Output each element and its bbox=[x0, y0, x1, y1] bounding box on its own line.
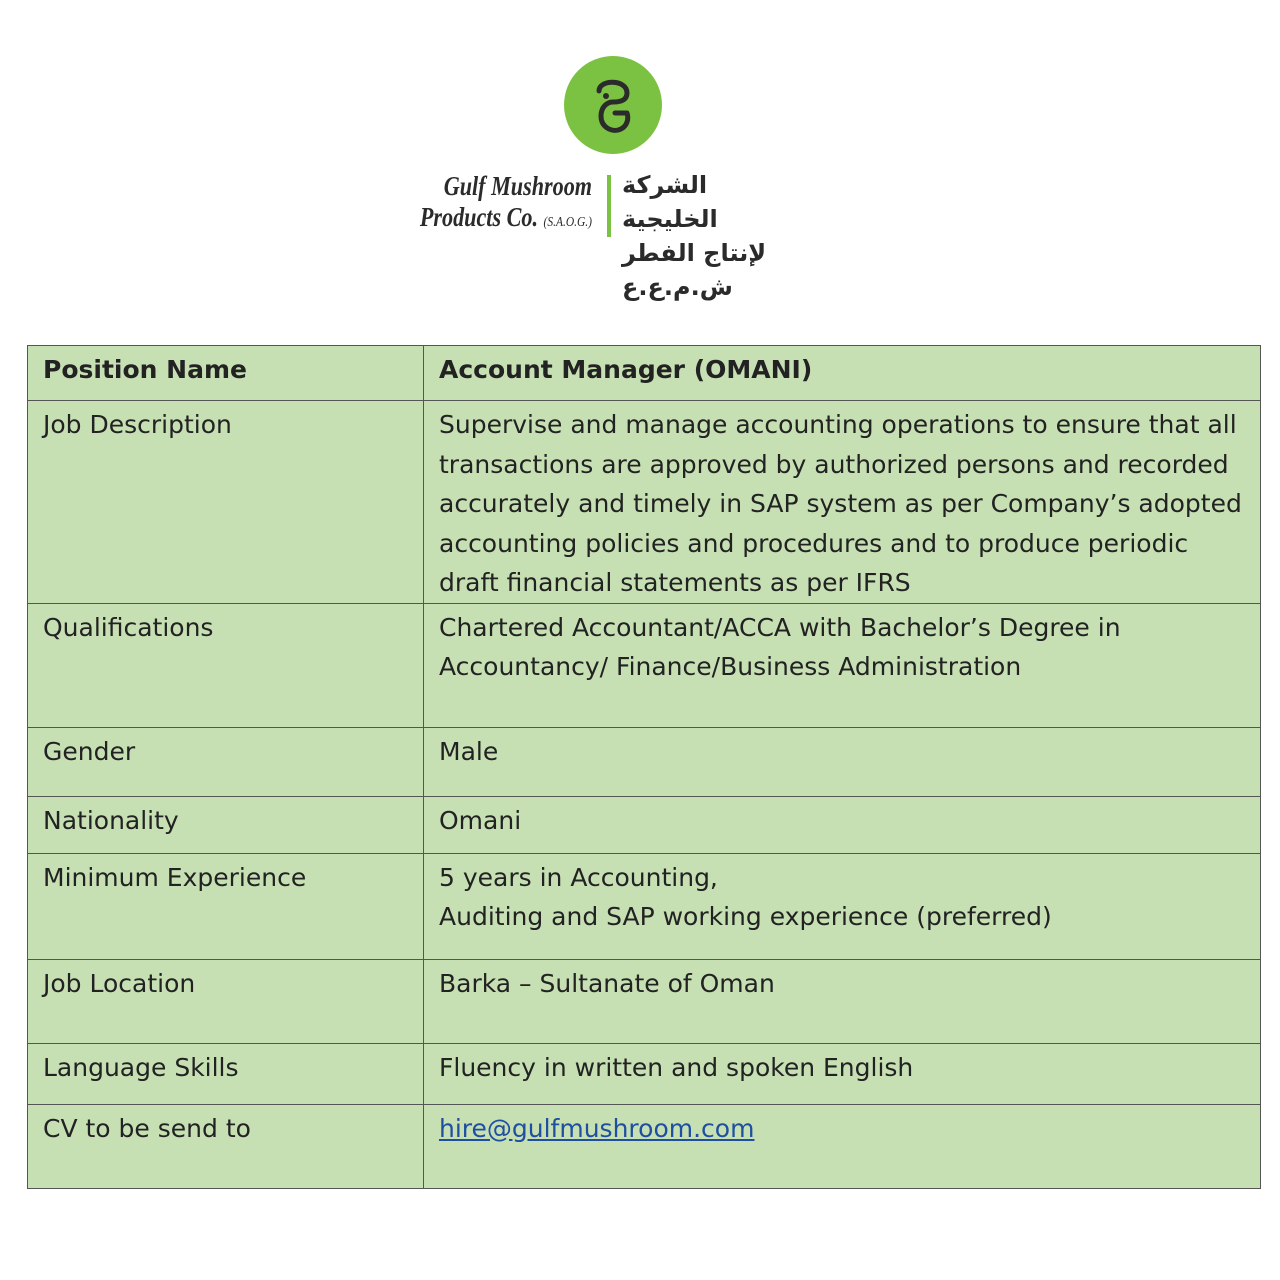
company-name-ar-line1: الشركة الخليجية bbox=[622, 171, 718, 233]
minimum-experience-label: Minimum Experience bbox=[28, 853, 424, 959]
experience-line-2: Auditing and SAP working experience (preferred) bbox=[439, 902, 1052, 931]
experience-line-1: 5 years in Accounting, bbox=[439, 862, 718, 892]
language-skills-value: Fluency in written and spoken English bbox=[424, 1043, 1261, 1104]
cv-email-link[interactable]: hire@gulfmushroom.com bbox=[439, 1113, 755, 1143]
minimum-experience-value bbox=[424, 853, 1261, 959]
nationality-value: Omani bbox=[424, 796, 1261, 853]
table-row-position bbox=[28, 346, 1261, 401]
gender-value: Male bbox=[424, 727, 1261, 796]
gender-label: Gender bbox=[28, 727, 424, 796]
company-logo-icon bbox=[563, 55, 663, 155]
job-details-table bbox=[27, 345, 1261, 1189]
position-name-value: Account Manager (OMANI) bbox=[424, 346, 1261, 401]
company-header bbox=[0, 0, 1280, 301]
cv-label: CV to be send to bbox=[28, 1104, 424, 1188]
company-name-arabic bbox=[622, 168, 857, 304]
company-name-ar-line2: لإنتاج الفطر ش.م.ع.ع bbox=[622, 239, 767, 301]
cv-email-cell bbox=[424, 1104, 1261, 1188]
table-row-language-skills bbox=[28, 1043, 1261, 1104]
position-name-label: Position Name bbox=[28, 346, 424, 401]
company-suffix: (S.A.O.G.) bbox=[543, 215, 592, 230]
table-row-gender bbox=[28, 727, 1261, 796]
job-description-value: Supervise and manage accounting operations to ensure that all transactions are approved by authorized persons and recorded accurately and timely in SAP system as per Company’s adopted accounting policies and procedures and to produce periodic draft financial statements as per IFRS bbox=[424, 401, 1261, 604]
table-row-job-location bbox=[28, 959, 1261, 1043]
language-skills-label: Language Skills bbox=[28, 1043, 424, 1104]
table-row-qualifications bbox=[28, 603, 1261, 727]
job-description-label: Job Description bbox=[28, 401, 424, 604]
table-row-cv-email bbox=[28, 1104, 1261, 1188]
qualifications-label: Qualifications bbox=[28, 603, 424, 727]
nationality-label: Nationality bbox=[28, 796, 424, 853]
job-location-label: Job Location bbox=[28, 959, 424, 1043]
company-name-english bbox=[360, 170, 592, 238]
brand-divider bbox=[607, 175, 611, 237]
table-row-nationality bbox=[28, 796, 1261, 853]
table-row-minimum-experience bbox=[28, 853, 1261, 959]
qualifications-value: Chartered Accountant/ACCA with Bachelor’s Degree in Accountancy/ Finance/Business Administration bbox=[424, 603, 1261, 727]
table-row-job-description bbox=[28, 401, 1261, 604]
job-location-value: Barka – Sultanate of Oman bbox=[424, 959, 1261, 1043]
company-name-line1: Gulf Mushroom bbox=[443, 171, 592, 201]
company-name-line2: Products Co. (S.A.O.G.) bbox=[419, 202, 592, 232]
